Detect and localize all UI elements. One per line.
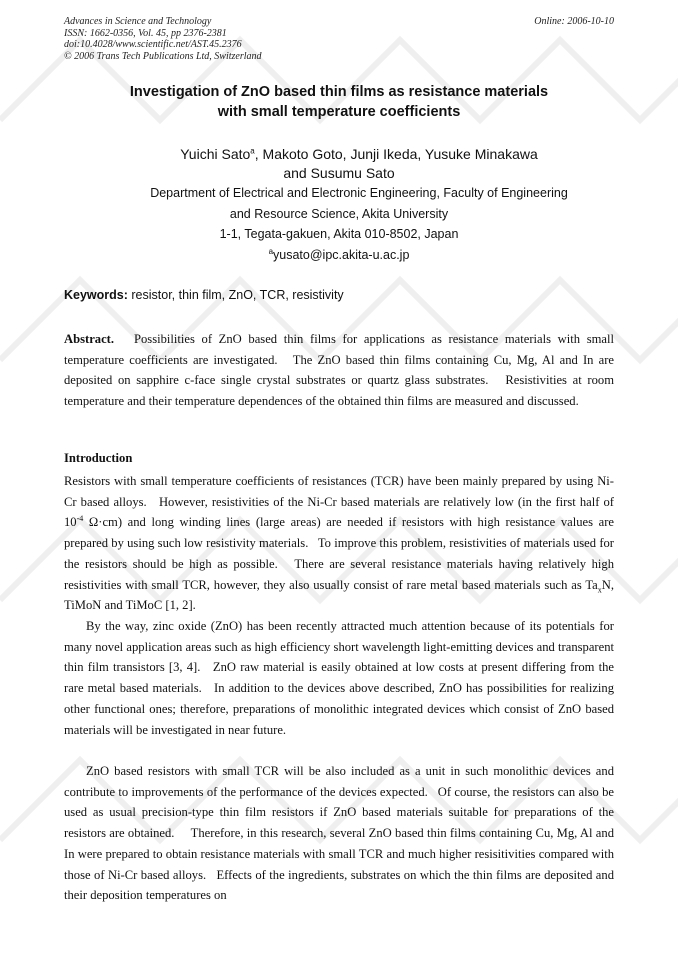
- address-line: 1-1, Tegata-gakuen, Akita 010-8502, Japan: [219, 227, 459, 241]
- title-line-2: with small temperature coefficients: [217, 104, 461, 120]
- keywords-text: resistor, thin film, ZnO, TCR, resistivity: [127, 288, 344, 302]
- section-heading-introduction: Introduction: [64, 451, 133, 465]
- subscript: x: [597, 585, 602, 595]
- abstract-label: Abstract.: [64, 332, 115, 346]
- author-line-2: and Susumu Sato: [283, 165, 395, 181]
- journal-name: Advances in Science and Technology: [64, 16, 212, 27]
- email-line: [64, 245, 614, 266]
- issn-line: ISSN: 1662-0356, Vol. 45, pp 2376-2381: [64, 27, 227, 39]
- intro-paragraph-1: [64, 471, 618, 616]
- author-list: [64, 145, 614, 183]
- intro-p1-text-c: N, TiMoN and TiMoC [1, 2].: [64, 577, 614, 613]
- author-superscript: a: [250, 146, 255, 156]
- keywords: [64, 288, 344, 302]
- intro-p1-text-b: Ω·cm) and long winding lines (large areas) are needed if resistors with high resistance values are prepared by using such low resistivity materials. To improve this problem, resistivities of materials used for the resistors should be high as possible. There are several resistance materials having relatively high resistivities with small TCR, however, they also usually consist of rare metal based materials such as Ta: [64, 515, 618, 592]
- affiliation-block: [64, 183, 614, 265]
- email-address[interactable]: yusato@ipc.akita-u.ac.jp: [273, 247, 410, 262]
- first-author: Yuichi Sato: [180, 146, 251, 162]
- intro-p1-text-a: Resistors with small temperature coefficients of resistances (TCR) have been mainly prepared by using Ni-Cr based alloys. However, resistivities of the Ni-Cr based materials are relatively low (in the first half of 10: [64, 474, 618, 530]
- online-date: Online: 2006-10-10: [534, 16, 614, 27]
- affiliation-line-2: and Resource Science, Akita University: [229, 206, 449, 221]
- journal-header: [64, 16, 262, 62]
- intro-paragraph-3: ZnO based resistors with small TCR will be also included as a unit in such monolithic devices and contribute to improvements of the performance of the devices expected. Of course, the resistors can also be used as usual precision-type thin film resistors if ZnO based materials suitable for preparations of the resistors are obtained. Therefore, in this research, several ZnO based thin films containing Cu, Mg, Al and In were prepared to obtain resistance materials with small TCR and much higher resisitivities compared with those of Ni-Cr based alloys. Effects of the ingredients, substrates on which the thin films are deposited and their deposition temperatures on: [64, 764, 618, 903]
- title-line-1: Investigation of ZnO based thin films as resistance materials: [129, 84, 549, 100]
- other-authors: , Makoto Goto, Junji Ikeda, Yusuke Minakawa: [254, 146, 538, 162]
- affiliation-line-1: Department of Electrical and Electronic Engineering, Faculty of Engineering: [150, 186, 568, 200]
- author-line-1: [64, 145, 614, 164]
- keywords-label: Keywords:: [64, 288, 128, 302]
- paper-title: [64, 82, 614, 122]
- email-superscript: a: [268, 246, 274, 256]
- abstract: [64, 329, 618, 412]
- copyright-line: © 2006 Trans Tech Publications Ltd, Switzerland: [64, 50, 262, 62]
- exponent: -4: [76, 514, 84, 524]
- intro-paragraph-2: By the way, zinc oxide (ZnO) has been recently attracted much attention because of its potentials for many novel application areas such as high efficiency short wavelength light-emitting devices and transparent thin film transistors [3, 4]. ZnO raw material is easily obtained at low costs at present differing from the rare metal based materials. In addition to the devices above described, ZnO has possibilities for realizing other functional ones; therefore, preparations of monolithic integrated devices which consist of ZnO based materials will be investigated in near future.: [64, 619, 618, 737]
- doi-line: doi:10.4028/www.scientific.net/AST.45.2376: [64, 39, 242, 50]
- abstract-text: Possibilities of ZnO based thin films for applications as resistance materials with small temperature coefficients are investigated. The ZnO based thin films containing Cu, Mg, Al and In are deposited on sapphire c-face single crystal substrates or quartz glass substrates. Resistivities at room temperature and their temperature dependences of the obtained thin films are measured and discussed.: [64, 332, 618, 409]
